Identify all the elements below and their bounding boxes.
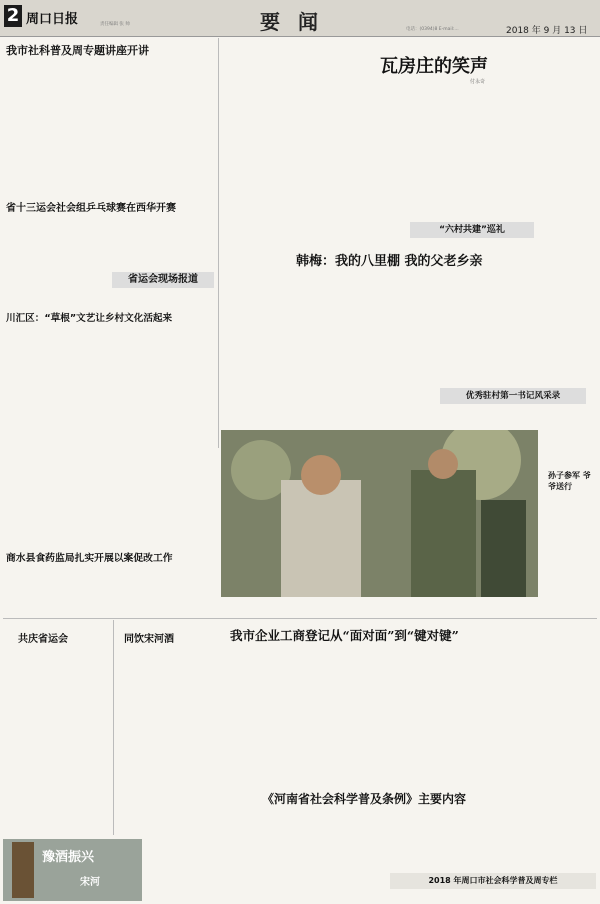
article-title-3: 川汇区：“草根”文艺让乡村文化活起来: [6, 313, 173, 324]
article-title-5: 共庆省运会: [18, 634, 68, 645]
bottle-icon: [12, 842, 34, 898]
column-rule: [113, 620, 114, 835]
article-body: [118, 648, 218, 834]
article-body: [222, 96, 592, 222]
article-body: [222, 650, 594, 770]
ad-headline: 豫酒振兴: [42, 850, 95, 865]
article-body: [222, 808, 594, 868]
article-body: [6, 214, 106, 290]
article-title-2: 省十三运会社会组乒乓球赛在西华开赛: [6, 203, 176, 214]
article-title-6: 同饮宋河酒: [124, 634, 174, 645]
province-report-label: 省运会现场报道: [112, 272, 214, 288]
article-body: [6, 326, 106, 548]
column-rule: [218, 38, 219, 448]
article-title-7: 我市企业工商登记从“面对面”到“键对键”: [230, 628, 459, 643]
article-title-8: 《河南省社会科学普及条例》主要内容: [262, 792, 467, 806]
meta-line: 电话：(0394)8 E-mail:...: [406, 27, 459, 32]
section-rule: [3, 618, 597, 619]
cadre-showcase-label: 优秀驻村第一书记风采录: [440, 388, 586, 404]
article-body: [112, 326, 212, 548]
photo-caption: [548, 500, 594, 595]
feature-author: 付永奇: [470, 79, 486, 85]
liugong-tour-label: “六村共建”巡礼: [410, 222, 534, 238]
article-body: [112, 58, 212, 196]
series-banner: 2018 年周口市社会科学普及周专栏: [390, 873, 596, 889]
article-body: [6, 58, 106, 196]
article-body: [6, 565, 212, 615]
article-title-4: 商水县食药监局扎实开展以案促改工作: [6, 553, 173, 564]
desk-line: 责任编辑 张 帅: [100, 22, 130, 27]
photo-illustration: [221, 430, 538, 597]
paper-name: 周口日报: [26, 12, 79, 27]
page-number: 2: [4, 5, 22, 27]
news-photo: [221, 430, 538, 597]
article-body: [6, 648, 110, 834]
feature-title-1: 瓦房庄的笑声: [380, 56, 488, 77]
article-body: [222, 268, 594, 388]
photo-caption-title: 孙子参军 爷爷送行: [548, 471, 591, 491]
issue-date: 2018 年 9 月 13 日: [506, 26, 588, 36]
ad-subtitle: 宋河: [80, 877, 100, 888]
section-title: 要闻: [260, 10, 336, 34]
article-title-1: 我市社科普及周专题讲座开讲: [6, 44, 149, 57]
feature-title-2: 韩梅：我的八里棚 我的父老乡亲: [296, 254, 483, 269]
article-body: [112, 214, 212, 270]
